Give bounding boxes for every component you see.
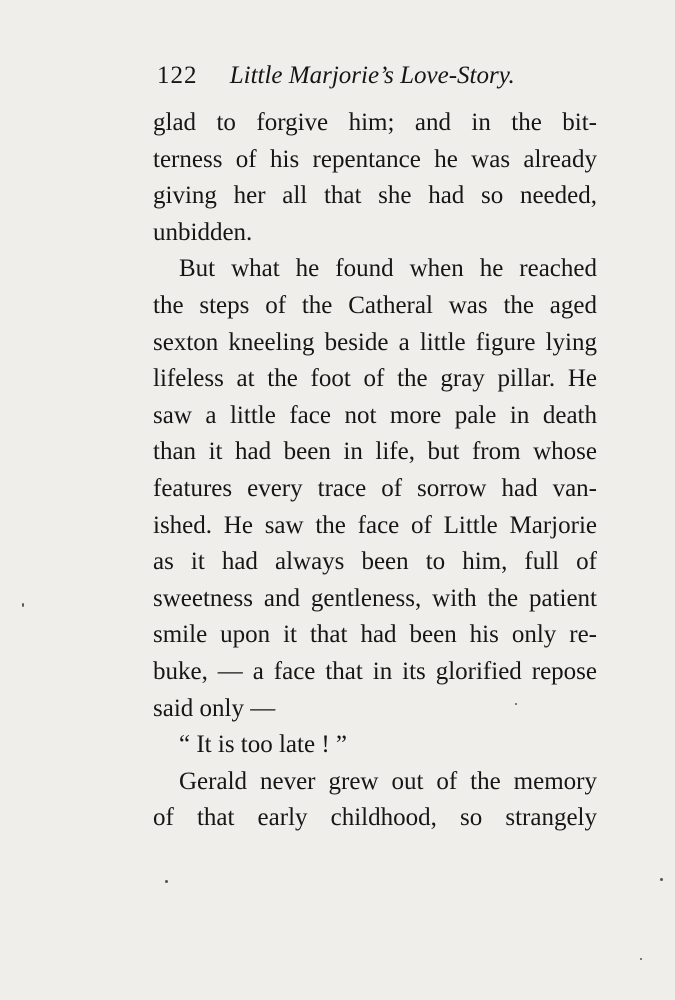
paper-speck xyxy=(660,878,663,881)
text-line: giving her all that she had so needed, xyxy=(153,182,597,210)
text-line: Gerald never grew out of the memory xyxy=(179,767,597,795)
text-line: sweetness and gentleness, with the patient xyxy=(153,584,597,612)
paper-speck xyxy=(515,703,517,705)
text-line: of that early childhood, so strangely xyxy=(153,804,597,832)
text-line: the steps of the Catheral was the aged xyxy=(153,291,597,319)
text-line: “ It is too late ! ” xyxy=(179,731,347,759)
running-header xyxy=(157,58,597,94)
text-line: buke, — a face that in its glorified repose xyxy=(153,657,597,685)
text-line: sexton kneeling beside a little figure lying xyxy=(153,328,597,356)
text-line: features every trace of sorrow had van- xyxy=(153,474,597,502)
text-line: smile upon it that had been his only re- xyxy=(153,621,597,649)
page-number: 122 xyxy=(157,62,198,89)
text-line: But what he found when he reached xyxy=(179,255,597,283)
text-line: terness of his repentance he was already xyxy=(153,145,597,173)
paper-speck xyxy=(640,958,642,960)
text-line: glad to forgive him; and in the bit- xyxy=(153,109,597,136)
text-line: unbidden. xyxy=(153,218,253,246)
running-title: Little Marjorie’s Love-Story. xyxy=(229,62,515,89)
text-line: said only — xyxy=(153,694,276,722)
text-line: lifeless at the foot of the gray pillar. He xyxy=(153,365,597,393)
paper-speck xyxy=(22,603,24,607)
body-text xyxy=(153,105,597,837)
paper-speck xyxy=(165,880,168,883)
text-line: saw a little face not more pale in death xyxy=(153,401,597,429)
text-line: than it had been in life, but from whose xyxy=(153,438,597,466)
text-line: as it had always been to him, full of xyxy=(153,548,597,576)
text-line: ished. He saw the face of Little Marjorie xyxy=(153,511,597,539)
